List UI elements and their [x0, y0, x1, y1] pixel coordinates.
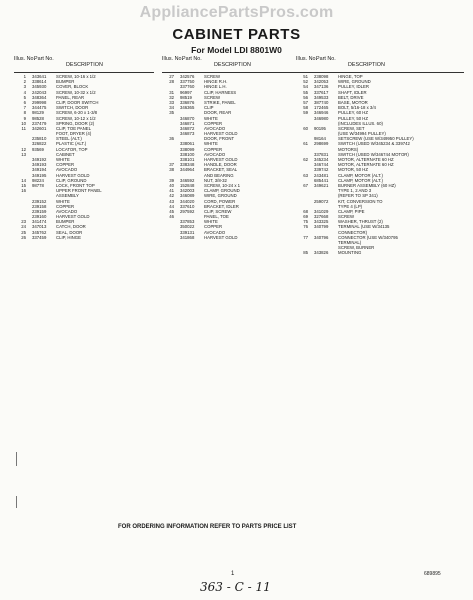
ordering-note: FOR ORDERING INFORMATION REFER TO PARTS PRICE LIST	[118, 524, 297, 530]
part-number: 239158	[32, 203, 47, 209]
part-number: 341868	[180, 234, 195, 240]
illus-number: 58	[303, 105, 308, 111]
part-number: 349194	[32, 167, 47, 173]
part-description: (USE W/34994 PULLEY)	[338, 131, 386, 137]
part-description: BUMPER	[56, 219, 75, 225]
part-number: 239160	[32, 214, 47, 220]
parts-column-3	[296, 56, 464, 256]
part-row	[14, 235, 154, 240]
part-no-header: Part No.	[316, 56, 336, 62]
illus-number: 76	[303, 224, 308, 230]
part-description: STRIKE, PANEL	[204, 99, 236, 105]
part-description: COPPER	[204, 120, 223, 126]
illus-number: 63	[303, 172, 308, 178]
part-description: SETSCREW (USE W/349950 PULLEY)	[338, 136, 414, 142]
illus-number: 77	[303, 234, 308, 240]
part-number: 98519	[180, 94, 192, 100]
illus-number: 36	[169, 136, 174, 142]
part-description: MOTOR, ALTERNATE 60 HZ	[338, 162, 394, 168]
part-description: COPPER	[56, 203, 75, 209]
part-description: AVOCADO	[204, 125, 226, 131]
document-code: 689895	[424, 571, 441, 577]
part-number: 243481	[314, 172, 329, 178]
part-description: SCREW, 10-16 x 1/2	[56, 74, 96, 79]
part-number: 337831	[314, 151, 329, 157]
part-description: MOTORS)	[338, 146, 359, 152]
part-number: 172465	[314, 105, 329, 111]
illus-number: 45	[169, 208, 174, 214]
part-description: SWITCH (USED W/346744 MOTOR)	[338, 151, 409, 157]
part-description: WHITE	[204, 219, 218, 225]
part-number: 343641	[32, 74, 47, 79]
description-header: DESCRIPTION	[214, 62, 251, 68]
illus-number: 59	[303, 110, 308, 116]
part-description: HARVEST GOLD	[204, 234, 238, 240]
part-description: TERMINAL)	[338, 240, 362, 245]
part-description: ASSEMBLY	[56, 193, 79, 199]
part-description: PANEL, TOE	[204, 214, 229, 220]
part-description: CORD, POWER	[204, 198, 236, 204]
part-number: 338348	[180, 162, 195, 168]
part-number: 344964	[180, 167, 195, 173]
part-number: 98528	[32, 115, 44, 121]
part-description: DOOR, REAR	[204, 110, 232, 116]
part-description: AVOCADO	[56, 208, 78, 214]
illus-number: 67	[303, 182, 308, 188]
part-number: 98224	[32, 177, 44, 183]
part-number: 346870	[180, 115, 195, 121]
part-description: CLAMP, GROUND	[204, 188, 240, 194]
part-number: 346871	[180, 120, 195, 126]
part-number: 349192	[32, 157, 47, 162]
part-number: 327668	[314, 214, 329, 220]
part-description: AVOCADO	[56, 167, 78, 173]
part-description: (INCLUDES ILLUS. 60)	[338, 120, 383, 126]
part-description: LOCK, FRONT TOP	[56, 182, 95, 188]
part-number: 338099	[180, 146, 195, 152]
illus-number: 4	[23, 89, 26, 95]
part-number: 341474	[32, 219, 47, 225]
part-number: 346872	[180, 125, 195, 131]
part-description: SCREW, 10-32 x 1/2	[56, 89, 96, 95]
illus-number	[162, 235, 174, 240]
illus-number: 23	[21, 219, 26, 225]
part-number: 338101	[180, 157, 195, 162]
illus-number: 33	[169, 99, 174, 105]
illus-number: 28	[169, 79, 174, 85]
part-number: 343325	[314, 219, 329, 225]
illus-number: 38	[169, 167, 174, 173]
part-number: 259072	[314, 198, 329, 204]
part-number: 336876	[180, 99, 195, 105]
illus-number: 6	[23, 99, 26, 105]
part-description: CLAMP, PIPE	[338, 208, 365, 214]
part-number: 342003	[180, 188, 195, 194]
part-number: 239152	[32, 198, 47, 204]
illus-number: 37	[169, 162, 174, 168]
part-description: MOTOR, ALTERNATE 60 HZ	[338, 157, 394, 162]
part-description: HARVEST GOLD	[204, 157, 238, 162]
part-number: 96997	[180, 89, 192, 95]
part-number: 337760	[180, 84, 195, 90]
illus-no-header: Illus. No.	[14, 56, 35, 62]
margin-mark	[16, 452, 17, 466]
part-description: SCREW, 10-24 x 1	[204, 182, 241, 188]
part-description: CLIP	[204, 105, 214, 111]
part-number: 338100	[180, 151, 195, 157]
part-description: WHITE	[204, 141, 218, 147]
illus-number: 32	[169, 94, 174, 100]
parts-list	[296, 74, 464, 256]
part-number: 342576	[180, 74, 195, 79]
part-number: 238098	[314, 74, 329, 79]
part-description: SCREW, BURNER	[338, 245, 375, 251]
illus-number: 43	[169, 198, 174, 204]
illus-number: 31	[169, 89, 174, 95]
part-description: SCREW, SET	[338, 125, 365, 131]
illus-number: 52	[303, 79, 308, 85]
part-number: 344020	[180, 198, 195, 204]
illus-number: 85	[303, 250, 308, 256]
part-number: 346365	[180, 105, 195, 111]
part-number: 337750	[180, 79, 195, 85]
margin-mark	[16, 496, 17, 508]
part-number: 346946	[314, 110, 329, 116]
illus-number: 12	[21, 146, 26, 152]
part-number: 298699	[314, 141, 329, 147]
model-subtitle: For Model LDI 8801W0	[191, 45, 282, 55]
part-description: AVOCADO	[204, 151, 226, 157]
part-description: TERMINAL (USE W/34135	[338, 224, 390, 230]
part-description: CLIP, DOOR SWITCH	[56, 99, 99, 105]
part-description: PLASTIC (ALT.)	[56, 141, 87, 147]
part-number: 341029	[314, 208, 329, 214]
part-description: SCREW	[204, 94, 220, 100]
illus-number: 2	[23, 79, 26, 85]
parts-column-2	[162, 56, 302, 240]
part-number: 338614	[32, 79, 47, 85]
part-description: DOOR, FRONT	[204, 136, 235, 142]
illus-number: 56	[303, 94, 308, 100]
illus-number: 14	[21, 177, 26, 183]
part-number: 337459	[32, 234, 47, 240]
part-number: 340799	[314, 224, 329, 230]
part-description: FOOT, DRYER (4)	[56, 131, 92, 137]
part-description: SCREW, 10-12 x 1/2	[56, 115, 96, 121]
part-description: WIRE, GROUND	[204, 193, 237, 199]
part-description: KIT, CONVERSION TO	[338, 198, 383, 204]
part-number: 387740	[314, 99, 329, 105]
part-number: 339742	[314, 167, 329, 173]
illus-number: 3	[23, 84, 26, 90]
part-number: 337617	[314, 89, 329, 95]
part-description: PULLEY, 60 HZ	[338, 110, 369, 116]
part-description: WHITE	[204, 115, 218, 121]
part-number: 342053	[314, 79, 329, 85]
part-description: PANEL, REAR	[56, 94, 85, 100]
part-number: 98778	[32, 182, 44, 188]
illus-number: 8	[23, 110, 26, 116]
part-description: HARVEST GOLD	[204, 131, 238, 137]
illus-number: 75	[303, 219, 308, 225]
part-description: SEAL, DOOR	[56, 229, 83, 235]
part-number: 346592	[180, 177, 195, 183]
part-number: 297592	[180, 208, 195, 214]
part-number: 237479	[32, 120, 47, 126]
illus-number: 16	[21, 188, 26, 194]
part-description: AND BEARING	[204, 172, 234, 178]
part-description: MOUNTING	[338, 250, 362, 256]
part-number: 337610	[180, 203, 195, 209]
part-description: SPRING, DOOR (2)	[56, 120, 95, 126]
part-description: TYPE 4 (LP)	[338, 203, 363, 209]
part-number: 350022	[180, 224, 195, 230]
part-description: TYPE 1, 2 AND 3	[338, 188, 372, 194]
part-number: 340796	[314, 234, 329, 240]
part-description: SCREW	[204, 74, 220, 79]
part-description: BOLT, 5/16-18 x 3/4	[338, 105, 376, 111]
part-description: WIRE, GROUND	[338, 79, 371, 85]
part-description: SCREW	[338, 214, 354, 220]
illus-no-header: Illus. No.	[296, 56, 317, 62]
part-description: HINGE R.H.	[204, 79, 228, 85]
illus-number: 57	[303, 99, 308, 105]
part-description: SWITCH, DOOR	[56, 105, 89, 111]
illus-number: 34	[169, 105, 174, 111]
illus-number: 13	[21, 151, 26, 157]
part-description: BRACKET, IDLER	[204, 203, 239, 209]
part-description: COPPER	[204, 146, 223, 152]
part-description: BUMPER	[56, 79, 75, 85]
part-number: 346089	[180, 193, 195, 199]
part-description: SHAFT, IDLER	[338, 89, 367, 95]
part-number: 242043	[32, 89, 47, 95]
part-number: 344475	[32, 105, 47, 111]
column-header	[296, 56, 464, 72]
part-no-header: Part No.	[34, 56, 54, 62]
illus-number: 40	[169, 182, 174, 188]
part-number: 93569	[32, 146, 44, 152]
part-number: 685441	[314, 177, 329, 183]
part-number: 152848	[180, 182, 195, 188]
illus-number: 35	[169, 110, 174, 116]
part-number: 345762	[32, 229, 47, 235]
illus-no-header: Illus. No.	[162, 56, 183, 62]
part-description: SWITCH (USED W/345234 & 339742	[338, 141, 410, 147]
part-description: CLIP, SCREW	[204, 208, 232, 214]
part-number: 299998	[32, 99, 47, 105]
illus-number: 5	[23, 94, 26, 100]
part-number: 235810	[32, 136, 47, 142]
handwritten-note: 363 - C - 11	[200, 580, 271, 594]
illus-number: 42	[169, 193, 174, 199]
part-description: COPPER	[204, 224, 223, 230]
part-description: HARVEST GOLD	[56, 172, 90, 178]
parts-list	[14, 74, 154, 240]
part-description: WHITE	[56, 198, 70, 204]
part-description: WASHER, THRUST (2)	[338, 219, 383, 225]
part-number: 347013	[32, 224, 47, 230]
illus-number: 9	[23, 115, 26, 121]
illus-number: 54	[303, 84, 308, 90]
description-header: DESCRIPTION	[348, 62, 385, 68]
illus-number: 7	[23, 105, 26, 111]
column-header	[14, 56, 154, 72]
watermark: AppliancePartsPros.com	[139, 4, 334, 21]
part-description: CONNECTOR)	[338, 229, 368, 235]
illus-number: 24	[21, 224, 26, 230]
part-number: 349533	[314, 94, 329, 100]
illus-number: 26	[21, 234, 26, 240]
part-row	[162, 235, 302, 240]
part-description: HINGE L.H.	[204, 84, 227, 90]
part-number: 348364	[32, 94, 47, 100]
part-description: AVOCADO	[204, 229, 226, 235]
part-description: PULLEY, IDLER	[338, 84, 369, 90]
part-description: CLIP, HARNESS	[204, 89, 237, 95]
part-description: PULLEY, 50 HZ	[338, 115, 369, 121]
part-row	[296, 250, 464, 255]
part-description: STEEL (ALT.)	[56, 136, 82, 142]
part-number: 326822	[32, 141, 47, 147]
illus-number: 68	[303, 208, 308, 214]
part-number: 346980	[314, 115, 329, 121]
part-description: HARVEST GOLD	[56, 214, 90, 220]
part-description: COVER, BLOCK	[56, 84, 89, 90]
part-number: 337853	[180, 219, 195, 225]
illus-number: 10	[21, 120, 26, 126]
illus-number: 11	[21, 125, 26, 131]
part-description: BASE, MOTOR	[338, 99, 368, 105]
illus-number: 1	[23, 74, 26, 79]
illus-number: 15	[21, 182, 26, 188]
part-description: CLAMP, MOTOR (ALT.)	[338, 177, 383, 183]
part-number: 349193	[32, 162, 47, 168]
part-number: 346873	[180, 131, 195, 137]
illus-number: 62	[303, 157, 308, 162]
part-description: BURNER ASSEMBLY (60 HZ)	[338, 182, 396, 188]
description-header: DESCRIPTION	[66, 62, 103, 68]
part-description: BELT, DRIVE	[338, 94, 364, 100]
illus-number: 60	[303, 125, 308, 131]
part-number: 345930	[32, 84, 47, 90]
part-number: 342601	[32, 125, 47, 131]
illus-number: 51	[303, 74, 308, 79]
illus-number: 39	[169, 177, 174, 183]
part-number: 347136	[314, 84, 329, 90]
part-description: COPPER	[56, 162, 75, 168]
part-description: HINGE, TOP	[338, 74, 363, 79]
part-description: CLIP, GROUND	[56, 177, 87, 183]
part-number: 338061	[180, 141, 195, 147]
part-description: CONNECTOR (USE W/340795	[338, 234, 398, 240]
page-title: CABINET PARTS	[172, 26, 301, 43]
part-number: 343826	[314, 250, 329, 256]
part-no-header: Part No.	[182, 56, 202, 62]
illus-number: 44	[169, 203, 174, 209]
part-number: 345234	[314, 157, 329, 162]
part-description: CABINET	[56, 151, 75, 157]
part-number: 349621	[314, 182, 329, 188]
illus-number: 41	[169, 188, 174, 194]
page-number: 1	[231, 571, 235, 577]
illus-number: 69	[303, 214, 308, 220]
illus-number: 61	[303, 141, 308, 147]
part-description: BRACKET, SEAL	[204, 167, 238, 173]
part-description: CATCH, DOOR	[56, 224, 86, 230]
column-header	[162, 56, 302, 72]
part-description: (REFER TO SP 341)	[338, 193, 378, 199]
part-number: 98129	[32, 110, 44, 116]
part-number: 346744	[314, 162, 329, 168]
illus-number: 46	[169, 214, 174, 220]
part-description: SCREW, 6-20 x 1-3/8	[56, 110, 98, 116]
illus-number: 27	[169, 74, 174, 79]
part-number: 98164	[314, 136, 326, 142]
illus-number: 55	[303, 89, 308, 95]
part-number: 339131	[180, 229, 195, 235]
part-description: MOTOR, 50 HZ	[338, 167, 369, 173]
part-number: 239159	[32, 208, 47, 214]
part-number: 90195	[314, 125, 326, 131]
part-description: HANDLE, DOOR	[204, 162, 237, 168]
parts-list	[162, 74, 302, 240]
part-description: CLAMP, MOTOR (ALT.)	[338, 172, 383, 178]
illus-number: 25	[21, 229, 26, 235]
part-description: NUT, 3/8-32	[204, 177, 227, 183]
part-number: 349195	[32, 172, 47, 178]
part-description: WHITE	[56, 157, 70, 162]
parts-column-1	[14, 56, 154, 240]
part-description: CLIP, HINGE	[56, 234, 81, 240]
part-description: LOCATOR, TOP	[56, 146, 88, 152]
part-description: CLIP, TOE PANEL	[56, 125, 92, 131]
part-description: UPPER FRONT PANEL	[56, 188, 102, 194]
